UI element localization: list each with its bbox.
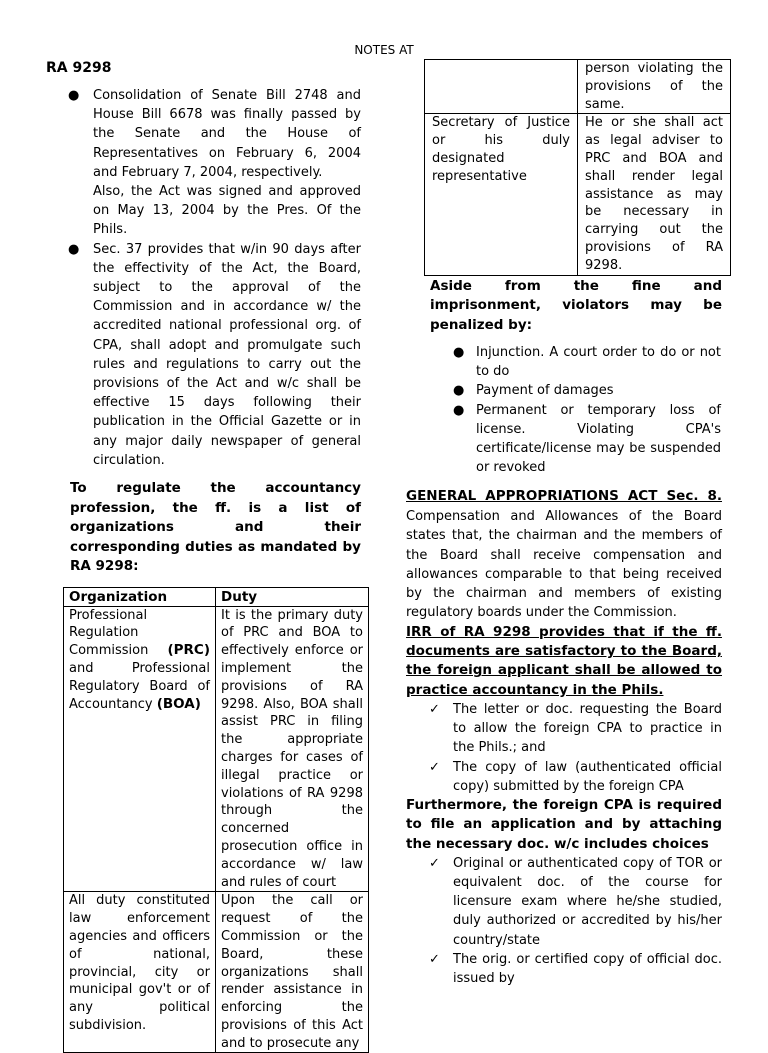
org-name: and Professional Regulatory Board of Accountancy (69, 660, 210, 712)
column-header-organization: Organization (64, 587, 216, 606)
org-abbr: (BOA) (156, 695, 201, 712)
list-item (46, 240, 361, 470)
check-icon: ✓ (429, 855, 440, 871)
list-item (406, 854, 722, 950)
table-cell-organization: All duty constituted law enforcement agencies and officers of national, provincial, city or municipal gov't or of any political subdivision. (64, 892, 216, 1053)
check-icon: ✓ (429, 951, 440, 967)
list-item (406, 950, 722, 988)
table-row (425, 60, 731, 114)
list-item (406, 700, 722, 758)
foreign-cpa-heading: Furthermore, the foreign CPA is required to file an application and by attaching the necessary doc. w/c includes choices (406, 796, 722, 852)
penalties-list (406, 343, 722, 477)
org-name: Professional Regulation Commission (69, 607, 149, 659)
organization-duty-table (63, 587, 369, 1053)
right-column (406, 59, 722, 988)
bullet-icon: ● (68, 88, 80, 103)
regulate-heading: To regulate the accountancy profession, the ff. is a list of organizations and their corresponding duties as mandated by RA 9298: (70, 480, 361, 575)
requirements-check-list (406, 854, 722, 988)
table-row (64, 606, 369, 892)
ra-bullet-list (46, 86, 366, 470)
bullet-text: Consolidation of Senate Bill 2748 and House Bill 6678 was finally passed by the Senate and the House of Representatives on February 6, 2004 and February 7, 2004, respectively. (93, 88, 361, 180)
table-cell-duty: Upon the call or request of the Commission or the Board, these organizations shall render assistance in enforcing the provisions of this Act and to prosecute any (216, 892, 369, 1053)
check-icon: ✓ (429, 701, 440, 717)
check-item-text: The letter or doc. requesting the Board to allow the foreign CPA to practice in the Phils.; and (453, 701, 722, 756)
table-cell-organization (64, 606, 216, 892)
list-item (46, 86, 361, 240)
table-row (425, 114, 731, 275)
table-cell-duty: person violating the provisions of the same. (578, 60, 731, 114)
list-item (406, 343, 721, 381)
penalty-text: Permanent or temporary loss of license. Violating CPA's certificate/license may be suspended or revoked (476, 402, 721, 476)
bullet-subtext: Also, the Act was signed and approved on May 13, 2004 by the Pres. Of the Phils. (93, 184, 361, 238)
table-cell-organization (425, 60, 578, 114)
bullet-icon: ● (68, 241, 80, 257)
list-item (406, 381, 721, 400)
list-item (406, 401, 721, 478)
penalties-heading: Aside from the fine and imprisonment, violators may be penalized by: (430, 277, 722, 333)
table-row (64, 892, 369, 1053)
page-header: NOTES AT (354, 43, 414, 57)
penalty-text: Injunction. A court order to do or not to do (476, 345, 721, 380)
check-icon: ✓ (429, 759, 440, 775)
gaa-heading: GENERAL APPROPRIATIONS ACT Sec. 8. (406, 488, 722, 505)
table-cell-organization: Secretary of Justice or his duly designated representative (425, 114, 578, 275)
check-item-text: The orig. or certified copy of official doc. issued by (453, 951, 722, 987)
bullet-icon: ● (453, 383, 465, 399)
section-title: RA 9298 (46, 60, 112, 76)
bullet-icon: ● (453, 402, 465, 418)
irr-heading: IRR of RA 9298 provides that if the ff. documents are satisfactory to the Board, the foreign applicant shall be allowed to practice accountancy in the Phils. (406, 623, 722, 698)
table-header-row (64, 587, 369, 606)
check-item-text: The copy of law (authenticated official copy) submitted by the foreign CPA (453, 759, 722, 794)
organization-duty-table-continued (424, 59, 731, 276)
left-column (46, 59, 366, 1053)
table-cell-duty: He or she shall act as legal adviser to PRC and BOA and shall render legal assistance as may be necessary in carrying out the provisions of RA 9298. (578, 114, 731, 275)
org-abbr: (PRC) (167, 642, 210, 659)
gaa-paragraph: Compensation and Allowances of the Board states that, the chairman and the members of the Board shall receive compensation and allowances comparable to that being received by the chairman and members of existing regulatory boards under the Commission. (406, 508, 722, 621)
bullet-icon: ● (453, 345, 465, 361)
bullet-text: Sec. 37 provides that w/in 90 days after the effectivity of the Act, the Board, subject to the approval of the Commission and in accordance w/ the accredited national professional org. of CPA, shall adopt and promulgate such rules and regulations to carry out the provisions of the Act and w/c shall be effective 15 days following their publication in the Official Gazette or in any major daily newspaper of general circulation. (93, 241, 361, 468)
column-header-duty: Duty (216, 587, 369, 606)
irr-check-list (406, 700, 722, 796)
table-cell-duty: It is the primary duty of PRC and BOA to effectively enforce or implement the provisions of RA 9298. Also, BOA shall assist PRC in filing the appropriate charges for cases of illegal practice or violations of RA 9298 through the concerned prosecution office in accordance w/ law and rules of court (216, 606, 369, 892)
check-item-text: Original or authenticated copy of TOR or equivalent doc. of the course for licensure exam where he/she studied, duly authorized or accredited by his/her country/state (453, 855, 722, 948)
penalty-text: Payment of damages (476, 383, 614, 399)
list-item (406, 758, 722, 796)
